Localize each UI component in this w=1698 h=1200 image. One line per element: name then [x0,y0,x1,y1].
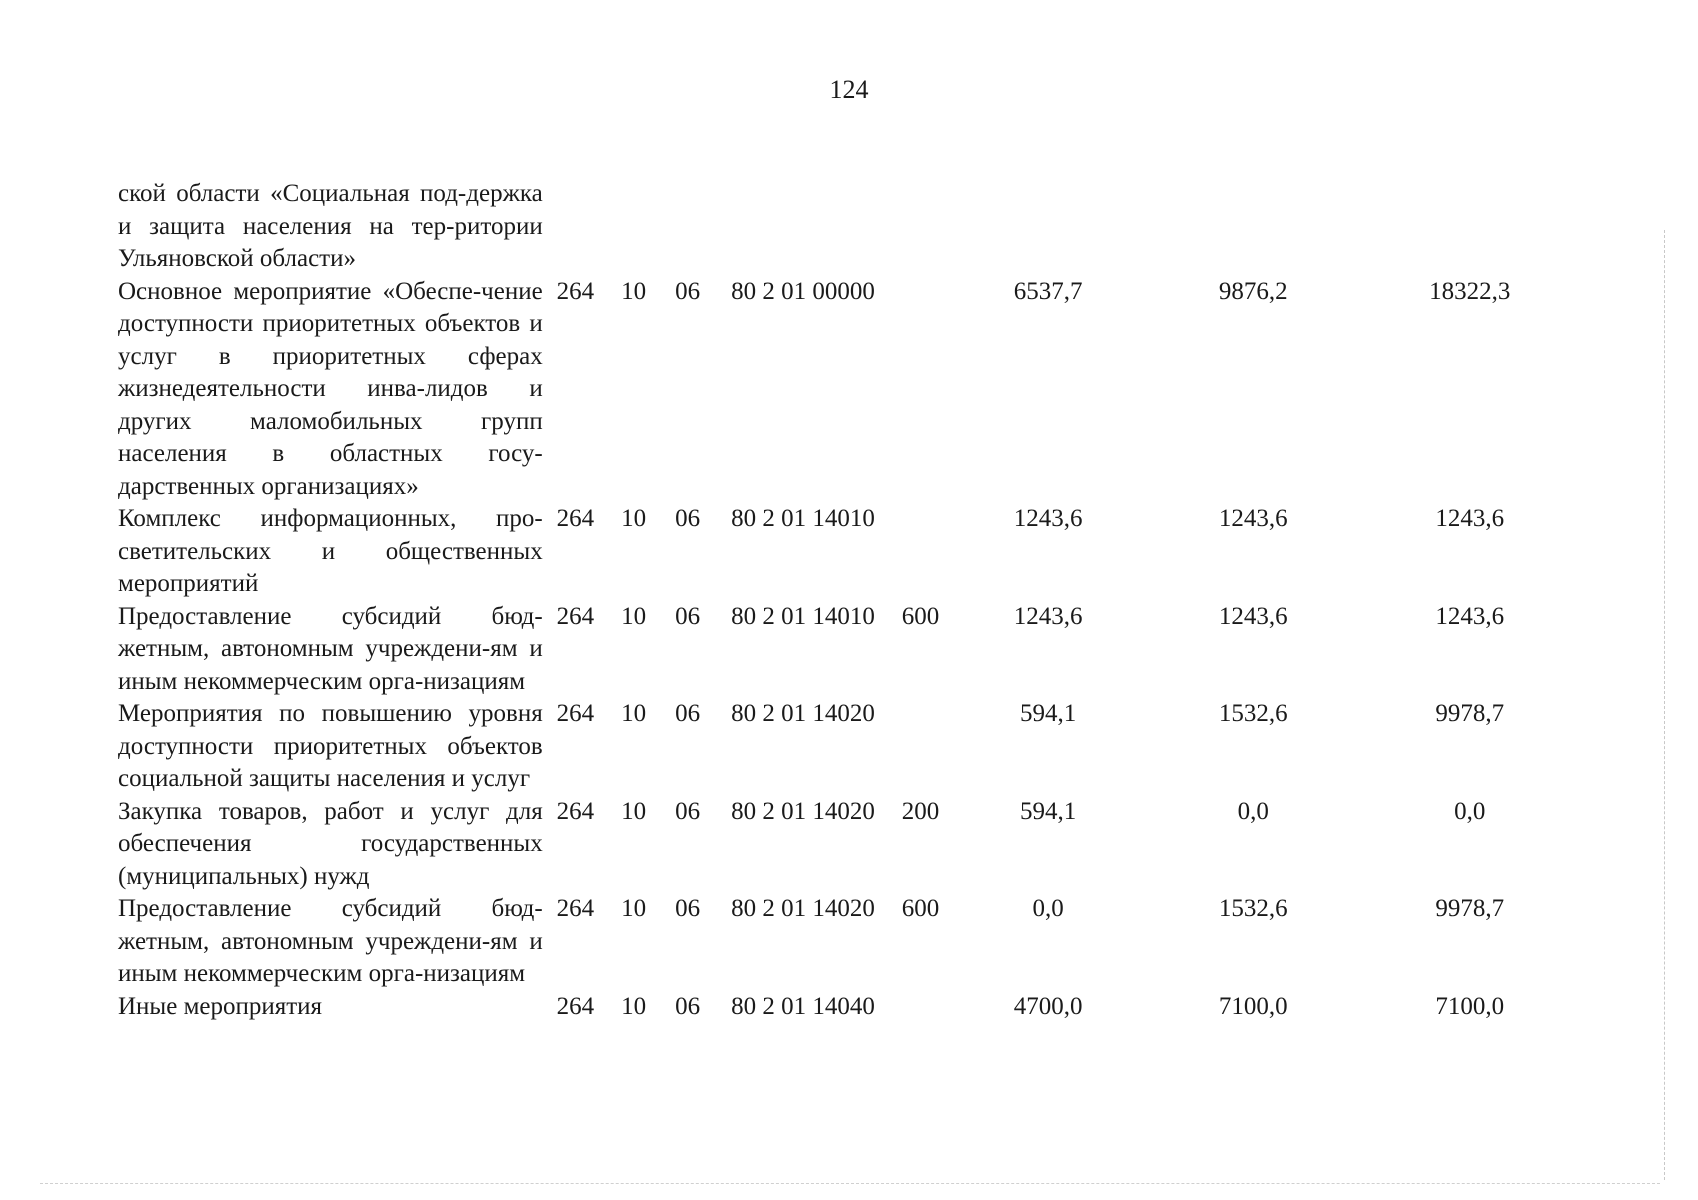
row-pr: 06 [675,505,701,532]
row-name: Предоставление субсидий бюд-жетным, автономным учреждени-ям и иным некоммерческим орга-низациям [118,602,543,695]
row-value-3 [1362,178,1579,276]
row-value-3: 0,0 [1454,797,1486,825]
row-value-2: 7100,0 [1218,992,1288,1020]
row-gr: 264 [556,277,595,305]
row-gr: 264 [556,700,595,727]
row-value-3: 9978,7 [1435,895,1505,922]
row-name: Мероприятия по повышению уровня доступности приоритетных объектов социальной защиты населения и услуг [118,700,543,792]
table-row [118,698,1578,796]
row-pr: 06 [675,277,701,305]
row-rz: 10 [621,895,647,922]
row-value-1: 594,1 [1019,700,1077,727]
row-value-3: 7100,0 [1435,992,1505,1020]
row-pr: 06 [675,992,701,1020]
row-name: Предоставление субсидий бюд-жетным, автономным учреждени-ям и иным некоммерческим орга-низациям [118,895,543,987]
row-pr [659,178,716,276]
row-value-2: 1532,6 [1218,895,1288,922]
row-csr: 80 2 01 14020 [731,700,875,727]
row-vr [890,698,951,796]
scan-edge-bottom [40,1183,1660,1184]
table-row [118,503,1578,601]
row-vr: 200 [901,797,940,825]
row-value-2: 1243,6 [1218,602,1288,630]
row-value-1: 4700,0 [1013,992,1083,1020]
row-pr: 06 [675,700,701,727]
table-row [118,276,1578,504]
row-vr [890,991,951,1024]
row-vr [890,276,951,504]
table-row [118,796,1578,894]
row-value-2: 1532,6 [1218,700,1288,727]
row-rz: 10 [621,602,647,630]
row-value-2 [1145,178,1361,276]
row-vr: 600 [901,895,940,922]
row-gr: 264 [556,602,595,630]
row-rz: 10 [621,505,647,532]
page-number: 124 [829,75,869,104]
row-gr: 264 [556,895,595,922]
row-rz: 10 [621,277,647,305]
row-gr [543,178,608,276]
row-csr: 80 2 01 14020 [731,895,875,922]
row-vr [890,178,951,276]
row-value-1: 1243,6 [1013,505,1083,532]
row-vr [890,503,951,601]
row-csr: 80 2 01 14010 [731,602,875,630]
row-gr: 264 [556,992,595,1020]
row-pr: 06 [675,602,701,630]
row-value-2: 0,0 [1237,797,1269,825]
row-value-3: 9978,7 [1435,700,1505,727]
row-pr: 06 [675,797,701,825]
row-vr: 600 [901,602,940,630]
row-value-1: 594,1 [1019,797,1077,825]
row-value-3: 1243,6 [1435,505,1505,532]
row-csr [716,178,890,276]
row-csr: 80 2 01 14010 [731,505,875,532]
row-csr: 80 2 01 14040 [731,992,875,1020]
row-csr: 80 2 01 00000 [731,277,875,305]
row-value-3: 1243,6 [1435,602,1505,630]
row-name: Комплекс информационных, про-светительских и общественных мероприятий [118,505,543,597]
budget-table [118,178,1578,1023]
row-value-1: 6537,7 [1013,277,1083,305]
row-pr: 06 [675,895,701,922]
scan-edge-right [1664,230,1665,1180]
table-row [118,991,1578,1024]
row-value-3: 18322,3 [1429,277,1511,305]
table-row [118,178,1578,276]
row-gr: 264 [556,797,595,825]
row-value-2: 9876,2 [1218,277,1288,305]
row-rz: 10 [621,992,647,1020]
row-rz: 10 [621,797,647,825]
row-name: Иные мероприятия [118,992,323,1020]
row-value-2: 1243,6 [1218,505,1288,532]
row-name: ской области «Социальная под-держка и защита населения на тер-ритории Ульяновской области» [118,180,543,272]
row-gr: 264 [556,505,595,532]
row-rz: 10 [621,700,647,727]
row-value-1: 0,0 [1032,895,1064,922]
row-name: Основное мероприятие «Обеспе-чение доступности приоритетных объектов и услуг в приоритетных сферах жизнедеятельности инва-лидов и других маломобильных групп населения в областных госу-дарственных организациях» [118,277,543,500]
row-csr: 80 2 01 14020 [731,797,875,825]
table-row [118,893,1578,991]
table-row [118,601,1578,699]
row-rz [608,178,659,276]
row-value-1: 1243,6 [1013,602,1083,630]
row-name: Закупка товаров, работ и услуг для обеспечения государственных (муниципальных) нужд [118,797,543,890]
row-value-1 [951,178,1145,276]
